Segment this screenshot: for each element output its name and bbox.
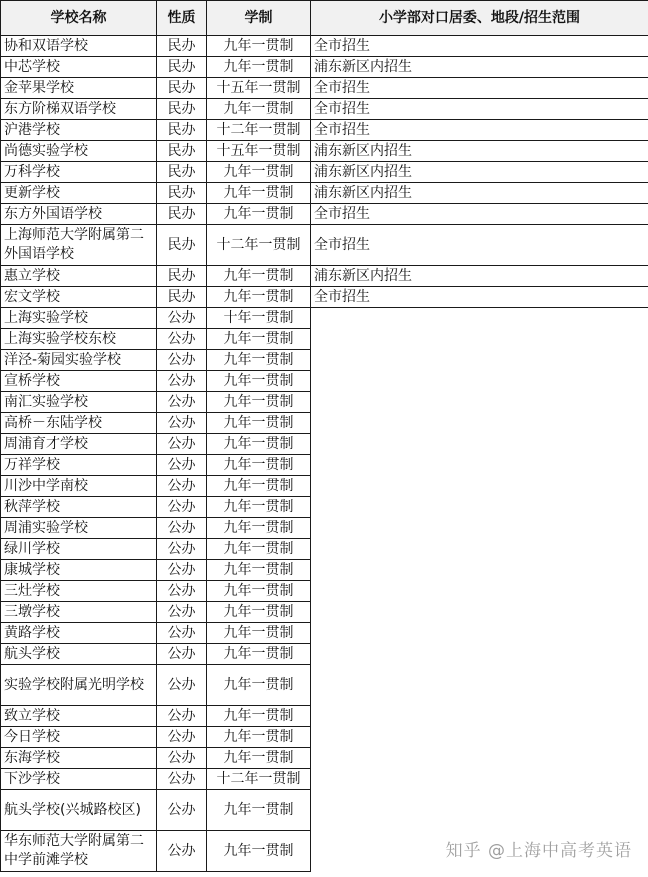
cell-school-name: 周浦育才学校 xyxy=(1,434,157,455)
cell-system: 九年一贯制 xyxy=(207,434,311,455)
cell-range xyxy=(311,329,648,350)
cell-type: 公办 xyxy=(157,706,207,727)
cell-school-name: 洋泾-菊园实验学校 xyxy=(1,350,157,371)
cell-range xyxy=(311,560,648,581)
cell-system: 九年一贯制 xyxy=(207,831,311,872)
table-row xyxy=(1,560,648,581)
cell-school-name: 东方外国语学校 xyxy=(1,204,157,225)
cell-type: 公办 xyxy=(157,476,207,497)
table-row xyxy=(1,602,648,623)
cell-range: 浦东新区内招生 xyxy=(311,141,648,162)
table-row xyxy=(1,644,648,665)
cell-type: 民办 xyxy=(157,225,207,266)
cell-range xyxy=(311,518,648,539)
table-row xyxy=(1,120,648,141)
cell-system: 九年一贯制 xyxy=(207,560,311,581)
cell-school-name: 绿川学校 xyxy=(1,539,157,560)
cell-school-name: 华东师范大学附属第二中学前滩学校 xyxy=(1,831,157,872)
watermark: 知乎 @上海中高考英语 xyxy=(445,841,632,861)
table-header-row xyxy=(1,1,648,36)
cell-school-name: 康城学校 xyxy=(1,560,157,581)
cell-school-name: 万祥学校 xyxy=(1,455,157,476)
cell-type: 公办 xyxy=(157,329,207,350)
table-row xyxy=(1,371,648,392)
cell-range xyxy=(311,790,648,831)
cell-school-name: 尚德实验学校 xyxy=(1,141,157,162)
cell-school-name: 惠立学校 xyxy=(1,266,157,287)
table-row xyxy=(1,413,648,434)
cell-type: 公办 xyxy=(157,371,207,392)
cell-school-name: 三墩学校 xyxy=(1,602,157,623)
table-row xyxy=(1,706,648,727)
table-row xyxy=(1,266,648,287)
cell-school-name: 周浦实验学校 xyxy=(1,518,157,539)
cell-school-name: 东方阶梯双语学校 xyxy=(1,99,157,120)
cell-system: 九年一贯制 xyxy=(207,748,311,769)
cell-system: 九年一贯制 xyxy=(207,455,311,476)
cell-range xyxy=(311,371,648,392)
cell-type: 公办 xyxy=(157,497,207,518)
cell-school-name: 上海师范大学附属第二外国语学校 xyxy=(1,225,157,266)
cell-range: 全市招生 xyxy=(311,99,648,120)
cell-type: 民办 xyxy=(157,141,207,162)
cell-system: 九年一贯制 xyxy=(207,204,311,225)
cell-range: 全市招生 xyxy=(311,120,648,141)
cell-type: 公办 xyxy=(157,350,207,371)
cell-system: 九年一贯制 xyxy=(207,57,311,78)
cell-type: 民办 xyxy=(157,78,207,99)
cell-range xyxy=(311,706,648,727)
cell-type: 公办 xyxy=(157,392,207,413)
cell-type: 公办 xyxy=(157,560,207,581)
cell-type: 公办 xyxy=(157,727,207,748)
table-row xyxy=(1,308,648,329)
table-row xyxy=(1,141,648,162)
cell-school-name: 下沙学校 xyxy=(1,769,157,790)
table-row xyxy=(1,204,648,225)
table-body xyxy=(1,36,648,872)
table-row xyxy=(1,99,648,120)
cell-range xyxy=(311,727,648,748)
cell-range xyxy=(311,308,648,329)
cell-school-name: 航头学校(兴城路校区) xyxy=(1,790,157,831)
cell-system: 九年一贯制 xyxy=(207,350,311,371)
table-row xyxy=(1,476,648,497)
cell-school-name: 宣桥学校 xyxy=(1,371,157,392)
cell-range xyxy=(311,539,648,560)
cell-type: 公办 xyxy=(157,644,207,665)
cell-system: 九年一贯制 xyxy=(207,266,311,287)
cell-system: 十年一贯制 xyxy=(207,308,311,329)
cell-system: 十二年一贯制 xyxy=(207,769,311,790)
table-row xyxy=(1,162,648,183)
table-row xyxy=(1,455,648,476)
cell-system: 十五年一贯制 xyxy=(207,78,311,99)
cell-school-name: 协和双语学校 xyxy=(1,36,157,57)
cell-system: 九年一贯制 xyxy=(207,162,311,183)
cell-school-name: 宏文学校 xyxy=(1,287,157,308)
cell-type: 民办 xyxy=(157,162,207,183)
cell-school-name: 中芯学校 xyxy=(1,57,157,78)
cell-range: 全市招生 xyxy=(311,204,648,225)
header-school-name: 学校名称 xyxy=(1,1,157,36)
header-system: 学制 xyxy=(207,1,311,36)
cell-type: 民办 xyxy=(157,99,207,120)
cell-system: 九年一贯制 xyxy=(207,727,311,748)
table-row xyxy=(1,287,648,308)
cell-school-name: 致立学校 xyxy=(1,706,157,727)
cell-school-name: 黄路学校 xyxy=(1,623,157,644)
cell-system: 九年一贯制 xyxy=(207,183,311,204)
cell-system: 十五年一贯制 xyxy=(207,141,311,162)
cell-system: 十二年一贯制 xyxy=(207,120,311,141)
cell-range xyxy=(311,602,648,623)
table-row xyxy=(1,518,648,539)
table-row xyxy=(1,727,648,748)
cell-system: 九年一贯制 xyxy=(207,706,311,727)
table-row xyxy=(1,539,648,560)
table-row xyxy=(1,769,648,790)
cell-type: 公办 xyxy=(157,665,207,706)
cell-system: 九年一贯制 xyxy=(207,602,311,623)
cell-range: 浦东新区内招生 xyxy=(311,183,648,204)
cell-range: 浦东新区内招生 xyxy=(311,266,648,287)
cell-system: 九年一贯制 xyxy=(207,476,311,497)
cell-range: 全市招生 xyxy=(311,78,648,99)
cell-range xyxy=(311,350,648,371)
cell-type: 公办 xyxy=(157,539,207,560)
table-row xyxy=(1,36,648,57)
cell-range: 浦东新区内招生 xyxy=(311,162,648,183)
cell-school-name: 航头学校 xyxy=(1,644,157,665)
cell-type: 公办 xyxy=(157,790,207,831)
table-row xyxy=(1,392,648,413)
cell-type: 民办 xyxy=(157,57,207,78)
cell-system: 九年一贯制 xyxy=(207,287,311,308)
cell-system: 九年一贯制 xyxy=(207,497,311,518)
cell-school-name: 高桥－东陆学校 xyxy=(1,413,157,434)
cell-school-name: 今日学校 xyxy=(1,727,157,748)
table-row xyxy=(1,329,648,350)
cell-type: 民办 xyxy=(157,120,207,141)
cell-system: 九年一贯制 xyxy=(207,36,311,57)
cell-range: 全市招生 xyxy=(311,287,648,308)
cell-school-name: 万科学校 xyxy=(1,162,157,183)
cell-type: 公办 xyxy=(157,602,207,623)
cell-system: 九年一贯制 xyxy=(207,539,311,560)
cell-range xyxy=(311,413,648,434)
cell-type: 民办 xyxy=(157,287,207,308)
table-row xyxy=(1,497,648,518)
cell-range: 全市招生 xyxy=(311,36,648,57)
cell-range xyxy=(311,665,648,706)
cell-school-name: 东海学校 xyxy=(1,748,157,769)
cell-type: 公办 xyxy=(157,308,207,329)
header-range: 小学部对口居委、地段/招生范围 xyxy=(311,1,648,36)
cell-school-name: 南汇实验学校 xyxy=(1,392,157,413)
cell-school-name: 秋萍学校 xyxy=(1,497,157,518)
cell-type: 公办 xyxy=(157,455,207,476)
cell-range: 全市招生 xyxy=(311,225,648,266)
table-row xyxy=(1,183,648,204)
cell-type: 公办 xyxy=(157,623,207,644)
cell-system: 九年一贯制 xyxy=(207,392,311,413)
cell-range xyxy=(311,748,648,769)
cell-system: 九年一贯制 xyxy=(207,329,311,350)
cell-system: 九年一贯制 xyxy=(207,99,311,120)
cell-range xyxy=(311,455,648,476)
cell-school-name: 实验学校附属光明学校 xyxy=(1,665,157,706)
cell-school-name: 川沙中学南校 xyxy=(1,476,157,497)
cell-type: 公办 xyxy=(157,831,207,872)
cell-type: 公办 xyxy=(157,581,207,602)
cell-type: 民办 xyxy=(157,183,207,204)
cell-system: 九年一贯制 xyxy=(207,665,311,706)
cell-school-name: 上海实验学校东校 xyxy=(1,329,157,350)
cell-range xyxy=(311,644,648,665)
cell-type: 公办 xyxy=(157,518,207,539)
table-row xyxy=(1,790,648,831)
cell-system: 九年一贯制 xyxy=(207,623,311,644)
cell-system: 十二年一贯制 xyxy=(207,225,311,266)
cell-school-name: 三灶学校 xyxy=(1,581,157,602)
cell-range xyxy=(311,769,648,790)
cell-type: 民办 xyxy=(157,204,207,225)
table-row xyxy=(1,225,648,266)
cell-type: 公办 xyxy=(157,769,207,790)
cell-system: 九年一贯制 xyxy=(207,581,311,602)
cell-range xyxy=(311,623,648,644)
table-row xyxy=(1,434,648,455)
header-type: 性质 xyxy=(157,1,207,36)
cell-range xyxy=(311,476,648,497)
cell-type: 民办 xyxy=(157,36,207,57)
cell-system: 九年一贯制 xyxy=(207,413,311,434)
cell-type: 公办 xyxy=(157,413,207,434)
cell-range xyxy=(311,434,648,455)
table-row xyxy=(1,78,648,99)
table-row xyxy=(1,57,648,78)
cell-type: 公办 xyxy=(157,434,207,455)
cell-system: 九年一贯制 xyxy=(207,371,311,392)
cell-system: 九年一贯制 xyxy=(207,644,311,665)
table-row xyxy=(1,748,648,769)
cell-system: 九年一贯制 xyxy=(207,518,311,539)
cell-range xyxy=(311,497,648,518)
cell-type: 公办 xyxy=(157,748,207,769)
cell-range: 浦东新区内招生 xyxy=(311,57,648,78)
cell-school-name: 金苹果学校 xyxy=(1,78,157,99)
cell-type: 民办 xyxy=(157,266,207,287)
cell-range xyxy=(311,581,648,602)
cell-system: 九年一贯制 xyxy=(207,790,311,831)
cell-school-name: 上海实验学校 xyxy=(1,308,157,329)
cell-range xyxy=(311,392,648,413)
table-row xyxy=(1,581,648,602)
table-row xyxy=(1,350,648,371)
cell-school-name: 沪港学校 xyxy=(1,120,157,141)
table-row xyxy=(1,665,648,706)
table-row xyxy=(1,623,648,644)
cell-school-name: 更新学校 xyxy=(1,183,157,204)
